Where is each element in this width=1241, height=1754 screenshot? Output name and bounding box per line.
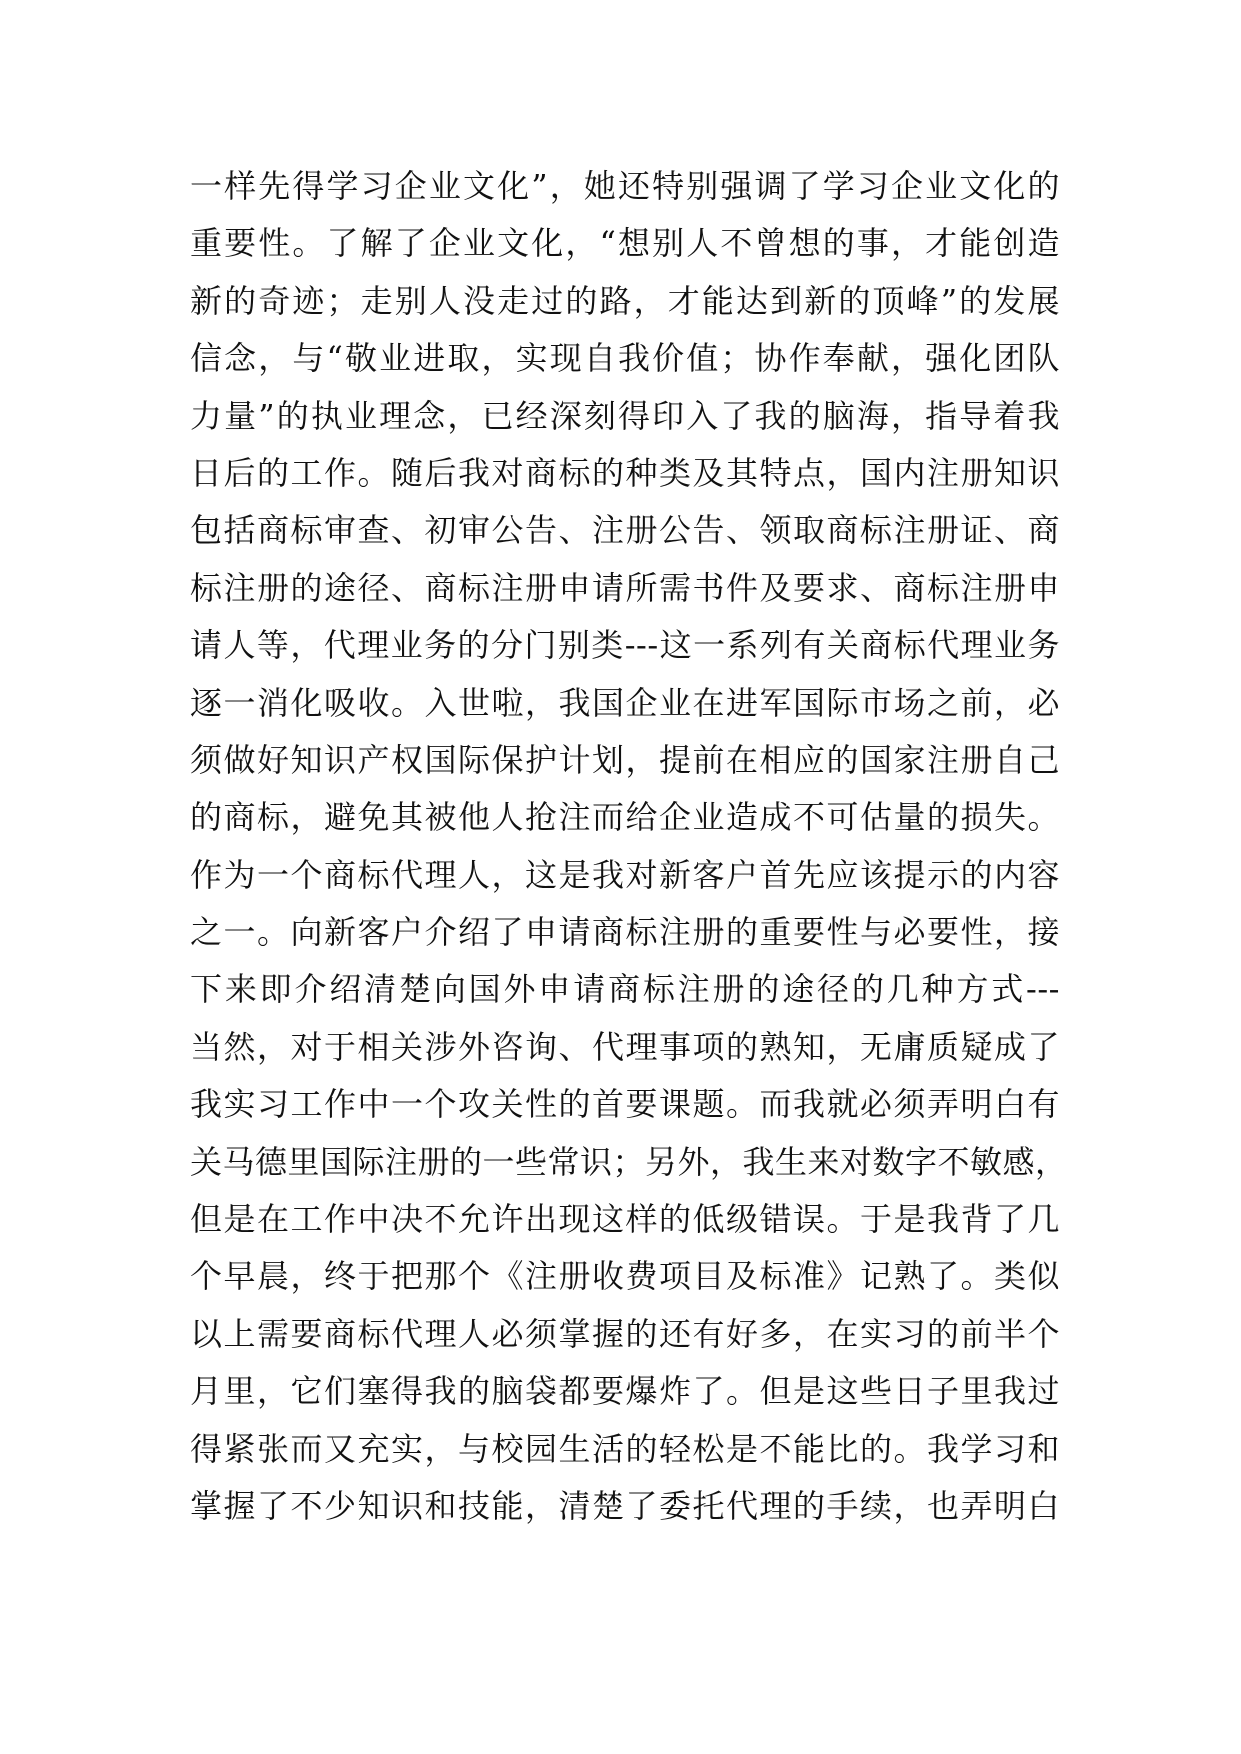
text-line: 重要性。了解了企业文化，“想别人不曾想的事，才能创造: [190, 224, 1060, 263]
text-line: 的商标，避免其被他人抢注而给企业造成不可估量的损失。: [190, 798, 1060, 837]
text-line: 当然，对于相关涉外咨询、代理事项的熟知，无庸质疑成了: [190, 1027, 1060, 1066]
text-line: 包括商标审查、初审公告、注册公告、领取商标注册证、商: [190, 511, 1060, 550]
text-line: 月里，它们塞得我的脑袋都要爆炸了。但是这些日子里我过: [190, 1372, 1060, 1411]
text-line: 下来即介绍清楚向国外申请商标注册的途径的几种方式---: [190, 970, 1060, 1009]
text-line: 掌握了不少知识和技能，清楚了委托代理的手续，也弄明白: [190, 1486, 1060, 1525]
text-line: 作为一个商标代理人，这是我对新客户首先应该提示的内容: [190, 855, 1060, 894]
text-line: 个早晨，终于把那个《注册收费项目及标准》记熟了。类似: [190, 1257, 1060, 1296]
text-line: 新的奇迹；走别人没走过的路，才能达到新的顶峰”的发展: [190, 281, 1060, 320]
text-line: 逐一消化吸收。入世啦，我国企业在进军国际市场之前，必: [190, 683, 1060, 722]
text-line: 我实习工作中一个攻关性的首要课题。而我就必须弄明白有: [190, 1085, 1060, 1124]
text-line: 力量”的执业理念，已经深刻得印入了我的脑海，指导着我: [190, 396, 1060, 435]
text-line: 关马德里国际注册的一些常识；另外，我生来对数字不敏感，: [190, 1142, 1068, 1181]
text-line: 得紧张而又充实，与校园生活的轻松是不能比的。我学习和: [190, 1429, 1060, 1468]
text-line: 以上需要商标代理人必须掌握的还有好多，在实习的前半个: [190, 1314, 1060, 1353]
text-line: 但是在工作中决不允许出现这样的低级错误。于是我背了几: [190, 1200, 1060, 1239]
text-line: 信念，与“敬业进取，实现自我价值；协作奉献，强化团队: [190, 339, 1060, 378]
text-line: 日后的工作。随后我对商标的种类及其特点，国内注册知识: [190, 453, 1060, 492]
text-line: 标注册的途径、商标注册申请所需书件及要求、商标注册申: [190, 568, 1060, 607]
text-line: 请人等，代理业务的分门别类---这一系列有关商标代理业务: [190, 626, 1060, 665]
body-paragraph: [190, 158, 1068, 1535]
text-line: 之一。向新客户介绍了申请商标注册的重要性与必要性，接: [190, 913, 1060, 952]
text-line: 须做好知识产权国际保护计划，提前在相应的国家注册自己: [190, 740, 1060, 779]
text-line: 一样先得学习企业文化”，她还特别强调了学习企业文化的: [190, 167, 1060, 205]
